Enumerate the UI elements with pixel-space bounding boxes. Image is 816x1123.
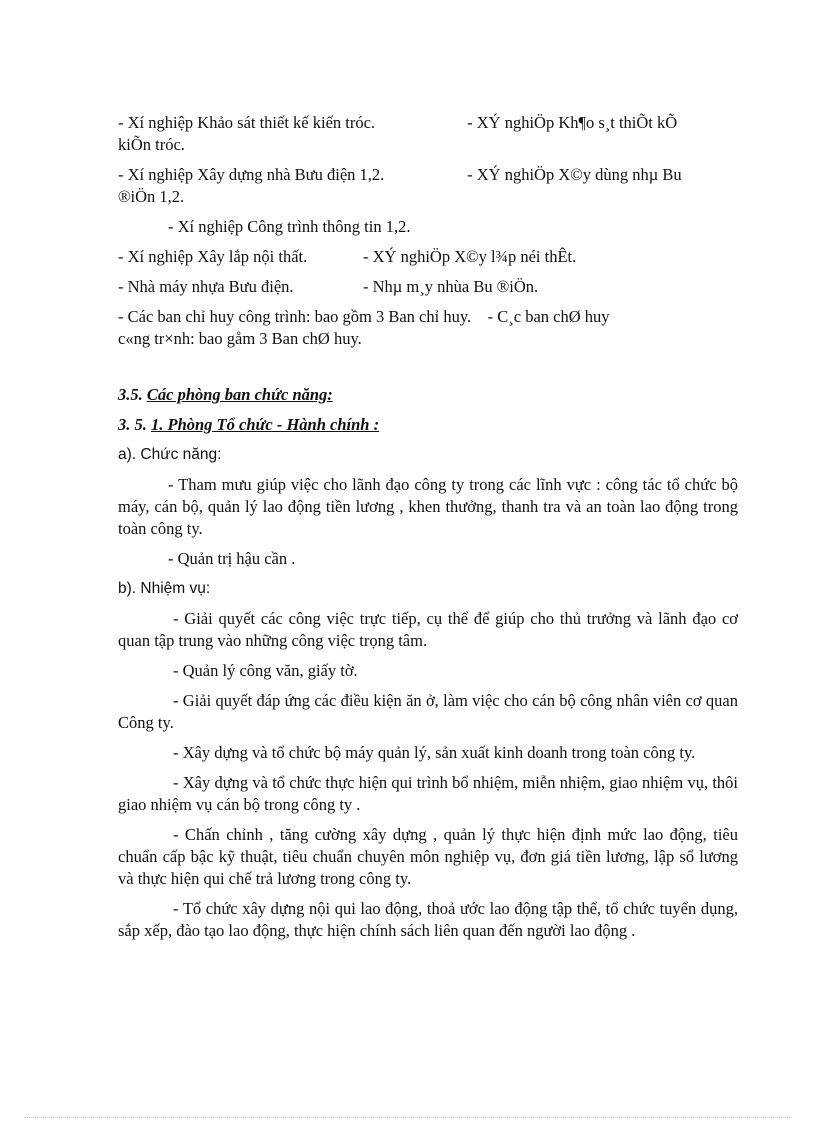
duty-item: - Tổ chức xây dựng nội qui lao động, thoả ước lao động tập thể, tổ chức tuyển dụng, sắp xếp, đào tạo lao động, thực hiện chính sách liên quan đến người lao động . bbox=[118, 899, 738, 940]
unit-line-5 bbox=[118, 276, 738, 298]
section-number: 3.5. bbox=[118, 385, 147, 404]
unit-line-3: - Xí nghiệp Công trình thông tin 1,2. bbox=[168, 217, 411, 236]
section-title: Các phòng ban chức năng: bbox=[146, 385, 333, 404]
unit-name-legacy: - XÝ nghiÖp X©y l¾p néi thÊt. bbox=[363, 247, 577, 266]
unit-line-6 bbox=[118, 306, 738, 350]
document-page bbox=[118, 112, 738, 950]
section-heading bbox=[118, 384, 738, 406]
unit-name-legacy-cont: kiÕn tróc. bbox=[118, 135, 185, 154]
unit-name-legacy: - C¸c ban chØ huy bbox=[483, 307, 610, 326]
unit-name-legacy-cont: c«ng tr×nh: bao gåm 3 Ban chØ huy. bbox=[118, 329, 362, 348]
subsection-title: 1. Phòng Tổ chức - Hành chính : bbox=[151, 415, 380, 434]
unit-name-legacy: - Nhµ m¸y nhùa Bu ®iÖn. bbox=[363, 277, 539, 296]
unit-name-legacy: - XÝ nghiÖp X©y dùng nhµ Bu bbox=[463, 165, 682, 184]
unit-name-legacy-cont: ®iÖn 1,2. bbox=[118, 187, 185, 206]
unit-name-legacy: - XÝ nghiÖp Kh¶o s¸t thiÕt kÕ bbox=[463, 113, 678, 132]
duty-item: - Xây dựng và tổ chức thực hiện qui trình bổ nhiệm, miễn nhiệm, giao nhiệm vụ, thôi giao nhiệm vụ cán bộ trong công ty . bbox=[118, 773, 738, 814]
duty-item: - Quản lý công văn, giấy tờ. bbox=[173, 661, 358, 680]
unit-name-vi: - Nhà máy nhựa Bưu điện. bbox=[118, 277, 294, 296]
subsection-heading bbox=[118, 414, 738, 436]
page-bottom-divider bbox=[24, 1117, 792, 1118]
subsection-number: 3. 5. bbox=[118, 415, 151, 434]
duty-item: - Xây dựng và tổ chức bộ máy quản lý, sản xuất kinh doanh trong toàn công ty. bbox=[173, 743, 696, 762]
duty-item: - Giải quyết đáp ứng các điều kiện ăn ở, làm việc cho cán bộ công nhân viên cơ quan Công ty. bbox=[118, 691, 738, 732]
duty-item: - Chấn chỉnh , tăng cường xây dựng , quản lý thực hiện định mức lao động, tiêu chuẩn cấp bậc kỹ thuật, tiêu chuẩn chuyên môn nghiệp vụ, đơn giá tiền lương, lập sổ lương và thực hiện qui chế trả lương trong công ty. bbox=[118, 825, 738, 888]
unit-name-vi: - Xí nghiệp Khảo sát thiết kế kiến tróc. bbox=[118, 113, 376, 132]
unit-line-2 bbox=[118, 164, 738, 208]
duty-label: b). Nhiệm vụ: bbox=[118, 580, 211, 597]
function-paragraph: - Tham mưu giúp việc cho lãnh đạo công ty trong các lĩnh vực : công tác tổ chức bộ máy, cán bộ, quản lý lao động tiền lương , khen thưởng, thanh tra và an toàn lao động trong toàn công ty. bbox=[118, 475, 738, 538]
unit-name-vi: - Các ban chỉ huy công trình: bao gồm 3 Ban chỉ huy. bbox=[118, 307, 472, 326]
unit-line-4 bbox=[118, 246, 738, 268]
function-label: a). Chức năng: bbox=[118, 446, 222, 463]
unit-name-vi: - Xí nghiệp Xây lắp nội thất. bbox=[118, 247, 308, 266]
function-paragraph: - Quản trị hậu cần . bbox=[168, 549, 296, 568]
unit-name-vi: - Xí nghiệp Xây dựng nhà Bưu điện 1,2. bbox=[118, 165, 385, 184]
unit-line-1 bbox=[118, 112, 738, 156]
duty-item: - Giải quyết các công việc trực tiếp, cụ thể để giúp cho thủ trưởng và lãnh đạo cơ quan tập trung vào những công việc trọng tâm. bbox=[118, 609, 738, 650]
